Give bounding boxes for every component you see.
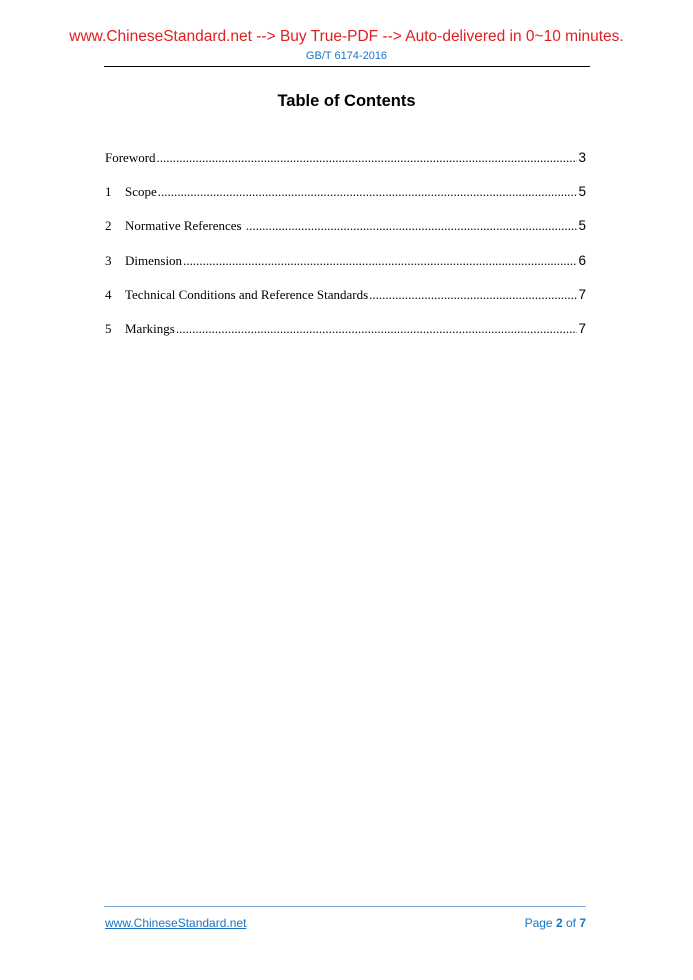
toc-entry-label: Dimension: [125, 252, 183, 268]
toc-entry-dimension[interactable]: [105, 253, 586, 287]
toc-entry-number: 1: [105, 184, 112, 200]
toc-title: Table of Contents: [277, 92, 416, 110]
toc-leader-dots: [157, 150, 578, 166]
toc-entry-number: 5: [105, 320, 112, 336]
toc-leader-dots: [183, 253, 577, 269]
toc-entry-number: 2: [105, 218, 112, 234]
document-code: GB/T 6174-2016: [305, 50, 388, 62]
toc-entry-page: 5: [578, 184, 586, 200]
toc-entry-label: Markings: [125, 320, 175, 336]
page-prefix: Page: [524, 916, 556, 930]
toc-leader-dots: [246, 218, 578, 234]
toc-entry-label: Technical Conditions and Reference Standards: [125, 286, 369, 302]
header-divider: [104, 66, 590, 67]
toc-entry-label: Normative References: [125, 218, 245, 234]
toc-entry-normative-references[interactable]: [105, 218, 586, 252]
toc-leader-dots: [158, 184, 578, 200]
toc-entry-page: 7: [578, 286, 586, 302]
toc-entry-label: Scope: [125, 184, 157, 200]
toc-leader-dots: [369, 287, 577, 303]
toc-entry-page: 5: [578, 218, 586, 234]
page-indicator: [525, 916, 586, 930]
toc-entry-page: 7: [578, 320, 586, 336]
current-page-number: 2: [555, 916, 563, 930]
toc-entry-technical-conditions[interactable]: [105, 287, 586, 321]
header-banner[interactable]: www.ChineseStandard.net --> Buy True-PDF --> Auto-delivered in 0~10 minutes.: [69, 28, 624, 45]
toc-entry-label: Foreword: [105, 150, 156, 165]
toc-entry-scope[interactable]: [105, 184, 586, 218]
toc-leader-dots: [176, 321, 578, 337]
table-of-contents: [105, 150, 586, 355]
total-page-count: 7: [579, 916, 586, 930]
toc-entry-markings[interactable]: [105, 321, 586, 355]
footer-website-link[interactable]: www.ChineseStandard.net: [105, 916, 247, 930]
toc-entry-number: 4: [105, 286, 112, 302]
toc-entry-foreword[interactable]: [105, 150, 586, 184]
page-of-label: of: [562, 916, 580, 930]
toc-entry-number: 3: [105, 252, 112, 268]
footer-divider: [104, 906, 586, 907]
toc-entry-page: 3: [578, 150, 586, 165]
toc-entry-page: 6: [578, 252, 586, 268]
